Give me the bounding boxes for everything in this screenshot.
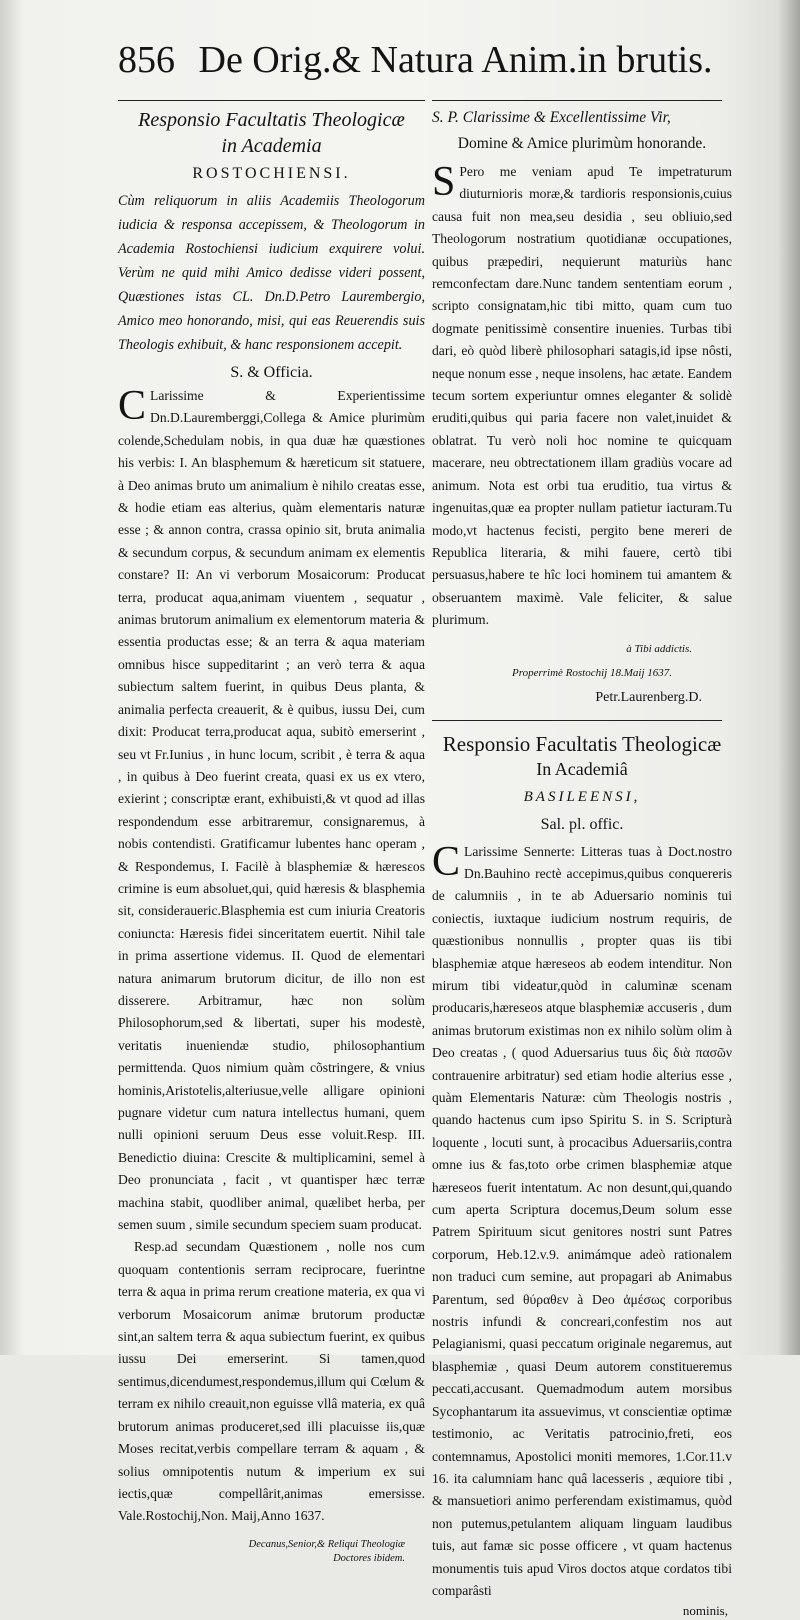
letter-heading: S. P. Clarissime & Excellentissime Vir, — [432, 109, 671, 126]
catchword: nominis, — [682, 1603, 728, 1619]
left-heading-city: ROSTOCHIENSI. — [192, 165, 351, 182]
basel-body — [432, 838, 732, 1603]
letter-dropcap: S — [432, 159, 456, 205]
left-dropcap: C — [118, 383, 147, 429]
left-signature — [118, 1538, 425, 1566]
left-salutation: S. & Officia. — [230, 364, 313, 381]
running-header — [118, 32, 713, 88]
running-title: De Orig.& Natura Anim.in brutis. — [198, 39, 713, 81]
right-top-rule — [432, 100, 722, 101]
letter-signature: Petr.Laurenberg.D. — [595, 689, 702, 705]
basel-dropcap: C — [432, 838, 461, 885]
left-top-rule — [118, 100, 425, 101]
right-mid-rule — [432, 720, 722, 721]
left-paragraph-2: Resp.ad secundam Quæstionem , nolle nos cum quoquam contentionis serram reciprocare, fuerintne terra & aqua in prima rerum creatione materia, ex qua vi verborum Mosaicorum animæ brutorum productæ sint,an saltem terra & aqua subiectum fuerint, ex quibus iussu Dei emerserint. Si tamen,quod sentimus,dicendumest,respondemus,illum qui Cœlum & terram ex nihilo creauit,non eguisse vllâ materia, ex quâ brutorum animas produceret,sed illi placuisse iis,quæ Moses recitat,verbis compellare terram & aquam , & solius omnipotentis nutum & imperium ex sui iectis,quæ compellârit,animas emersisse. Vale.Rostochij,Non. Maij,Anno 1637. — [118, 1239, 425, 1524]
left-body — [118, 385, 425, 1528]
basel-heading1: Responsio Facultatis Theologicæ — [442, 731, 722, 756]
letter-heading2: Domine & Amice plurimùm honorande. — [457, 135, 707, 152]
right-column — [432, 100, 732, 1620]
basel-heading2: In Academiâ — [536, 758, 628, 779]
left-intro: Cùm reliquorum in aliis Academiis Theologorum iudicia & responsa accepissem, & Theologorum in Academia Rostochiensi iudicium exquirere volui. Verùm ne quid mihi Amico dedisse videri possent, Quæstiones istas CL. Dn.D.Petro Laurembergio, Amico meo honorando, misi, qui eas Reuerendis suis Theologis exhibuit, & hanc responsionem accepit. — [118, 193, 425, 353]
left-column — [118, 100, 425, 1566]
left-signature-line1: Decanus,Senior,& Reliqui Theologiæ — [248, 1538, 405, 1550]
basel-city: BASILEENSI, — [523, 788, 641, 805]
letter-closing: à Tibi addictis. — [626, 642, 692, 655]
left-signature-line2: Doctores ibidem. — [333, 1552, 405, 1564]
letter-body — [432, 161, 732, 632]
left-heading-line2: in Academia — [221, 135, 322, 157]
letter-body-text: Pero me veniam apud Te impetraturum diuturnioris moræ,& tardioris responsionis,cuius causa fuit non mea,seu desidia , seu obliuio,sed Theologorum nostratium quotidianæ occupationes, quibus præpediri, nequierunt maturiùs hanc remconfectam dare.Nunc tandem sententiam eorum , scripto consignatam,hic tibi mitto, quam cum tuo dogmate penitissimè consentire inuenies. Turbas tibi dari, eò quòd liberè philosophari satagis,id ipse nôsti, neque nonum esse , neque insolens, hac ætate. Eandem tecum sortem experiuntur omnes eleganter & solidè eruditi,quibus qui paria facere non valet,inuidet & oblatrat. Tu verò noli hoc nomine te quicquam macerare, neu obtrectationem illam gradiùs vocare ad animum. Nota est orbi tua eruditio, tua virtus & ingenuitas,quæ ea propter nullam patietur iacturam.Tu modo,vt hactenus fecisti, pergito bene mereri de Republica literaria, & mihi fauere, certò tibi persuasus,habere te hîc loci hominem tui amantem & obseruantem maximè. Vale feliciter, & salue plurimum. — [432, 164, 732, 628]
page-number: 856 — [118, 39, 175, 81]
basel-body-text: Larissime Sennerte: Litteras tuas à Doct.nostro Dn.Bauhino rectè accepimus,quibus conquereris de calumniis , in te ab Aduersario nominis tui coniectis, iuxtaque iudicium nostrum requiris, de quæstionibus nonnullis , propter quas iis tibi blasphemiæ atque hæreseos ab eodem intenditur. Non mirum tibi videatur,quòd in caluminæ scenam producaris,hæreseos atque blasphemiæ accuseris , dum animas brutorum existimas non ex nihilo solùm olim à Deo creatas , ( quod Aduersarius tuus δὶς διὰ πασῶν contrauenire arbitratur) sed etiam hodie alterius esse , quàm Elementaris Naturæ: cùm Theologis nostris , quando hactenus cum ipso Spiritu S. in S. Scripturà loquente , locuti sunt, à procacibus Aduersariis,contra omne ius & fas,toto orbe crimen blasphemiæ atque hæreseos fuerit intentatum. Ac non desunt,qui,quando cum aperta Scriptura docemus,Deum solum esse Patrem Spirituum sicut genitores nostri sunt Patres corporum, Heb.12.v.9. animámque adeò rationalem non traduci cum semine, aut propagari ab Animabus Parentum, sed θύραθεν à Deo ἀμέσως corporibus nostris infundi & concreari,confestim nos aut Pelagianismi, quasi peccatum originale negaremus, aut blasphemiæ , quasi Deum autorem constitueremus peccati,accusant. Quemadmodum autem morsibus Sycophantarum ita assuevimus, vt conscientiæ optimæ testimonio, ac Veritatis patrocinio,freti, eos contemnamus, Apostolici moniti memores, 1.Cor.11.v 16. ita calumniam hanc quâ lacesseris , æquiore tibi , & mansuetiori animo perferendam existimamus, quòd non putemus,petulantem aliquam linguam laudibus tuis, aut famæ sic posse officere , vt quam hactenus monumentis tuis apud Viros doctos atque cordatos tibi comparâsti — [432, 843, 732, 1598]
left-heading-line1: Responsio Facultatis Theologicæ — [138, 109, 405, 131]
basel-salutation: Sal. pl. offic. — [540, 815, 624, 833]
page-edge-shadow — [778, 0, 800, 1355]
letter-date: Properrimè Rostochij 18.Maij 1637. — [512, 666, 672, 679]
left-paragraph-1: Larissime & Experientissime Dn.D.Lauremberggi,Collega & Amice plurimùm colende,Schedulam nobis, in qua duæ hæ quæstiones his verbis: I. An blasphemum & hæreticum sit statuere, à Deo animas bruto um animalium è nihilo creatas esse, & hodie etiam eas alterius, quàm elementaris naturæ esse ; & annon contra, crassa opinio sit, bruta animalia & secundum corpus, & secundum animam ex elementis constare? II: An vi verborum Mosaicorum: Producat terra, producat aqua,animam viuentem , sequatur , animas brutorum animalium ex elementorum materia & essentia productas esse; & an terra & aqua materiam omnibus hisce suppeditarint ; an verò terra & aqua subiectum saltem fuerint, in quibus Deus planta, & animalia perfecta creauerit, & è quibus, iussu Dei, cum dixit: Producat terra,producat aqua, subitò emerserint , seu vt Fr.Iunius , in hunc locum, scribit , è terra & aqua , in quibus à Deo fuerint creata, quasi ex us ex vtero, exierint ; conscriptæ erant, exhibuisti,& vt quod ad illas respondendum esse arbitraremur, consignaremus, à nobis contendisti. Gratificamur lubentes hanc operam , & Respondemus, I. Facilè à blasphemiæ & hæresεos crimine is eum absoluet,qui, quid hæresis & blasphemia sit, consideraueric.Blasphemia est cum iniuria Creatoris coniuncta: Hæresis fidei sinceritatem euertit. Nihil tale in prima assertione videmus. II. Quod de elementari natura animarum brutorum dicitur, de illo non est disserere. Arbitramur, hæc non solùm Philosophorum,sed & libertati, super his modestè, veritatis inueniendæ studio, philosophantium permittenda. Quos nimium quàm cõstringere, & vnius hominis,Aristotelis,alteriusue,velle alligare opinioni pugnare videtur cum natura intellectus humani, quem nulli opinioni seruum Deus esse voluit.Resp. III. Benedictio diuina: Crescite & multiplicamini, semel à Deo pronunciata , facit , vt quantisper hæc terræ machina stabit, quodliber animal, quælibet herba, per semen suum , simile secundum speciem suam producat. — [118, 388, 425, 1233]
